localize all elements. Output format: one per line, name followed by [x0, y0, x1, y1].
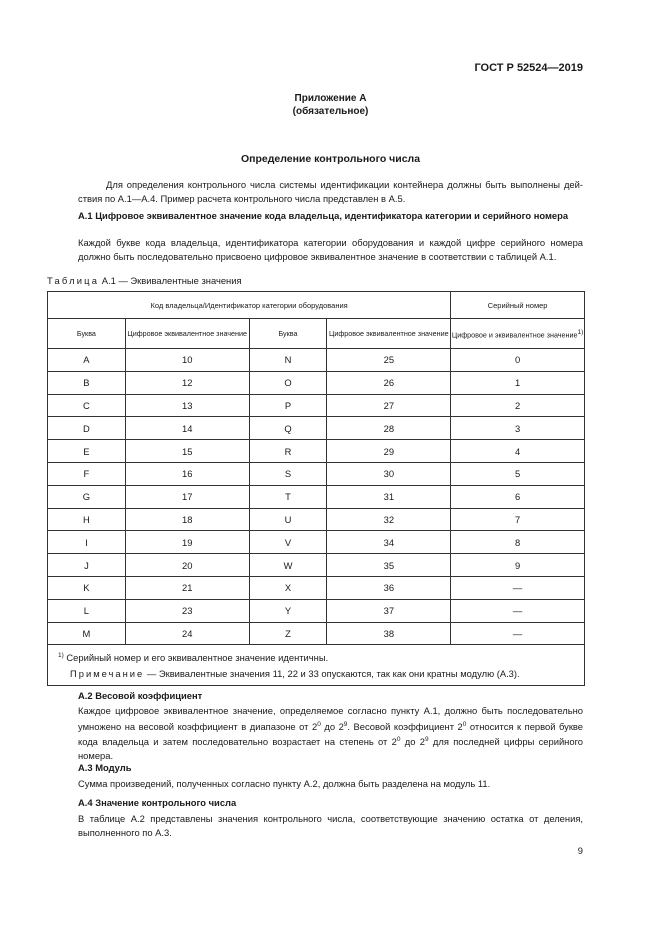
a1-heading: [78, 209, 583, 222]
table-caption-label: Таблица: [47, 275, 100, 286]
intro-paragraph: Для определения контрольного числа системы идентификации контейнера должны быть выполнены действия по А.1—А.4. Пример расчета контрольного числа представлен в А.5.: [78, 179, 583, 204]
cell-letter-1: L: [48, 599, 126, 622]
table-row: [48, 531, 585, 554]
cell-value-1: 23: [125, 599, 249, 622]
cell-value-2: 29: [327, 440, 451, 463]
note-text: — Эквивалентные значения 11, 22 и 33 опускаются, так как они кратны модулю (А.3).: [146, 668, 520, 680]
table-row: [48, 349, 585, 372]
cell-serial-value: 1: [451, 371, 585, 394]
cell-value-1: 19: [125, 531, 249, 554]
group-header-serial: Серийный номер: [451, 292, 585, 319]
cell-value-2: 25: [327, 349, 451, 372]
cell-letter-2: Y: [249, 599, 327, 622]
table-note: [58, 666, 584, 682]
a2-paragraph: [78, 704, 583, 762]
a2-text-1: Каждое цифровое эквивалентное значение, определяемое согласно пункту А.1, должно быть последовательно умножено на весовой коэффициент в диапазоне от 2: [78, 705, 583, 732]
table-row: [48, 508, 585, 531]
a4-heading-text: Значение контрольного числа: [95, 797, 237, 808]
cell-value-1: 24: [125, 622, 249, 645]
table-row: [48, 599, 585, 622]
a2-heading-num: А.2: [78, 690, 93, 701]
cell-value-2: 27: [327, 394, 451, 417]
cell-value-2: 35: [327, 554, 451, 577]
table-row: [48, 576, 585, 599]
cell-letter-1: J: [48, 554, 126, 577]
cell-serial-value: 7: [451, 508, 585, 531]
cell-letter-1: F: [48, 462, 126, 485]
cell-serial-value: 6: [451, 485, 585, 508]
annex-heading: [0, 92, 661, 118]
table-row: [48, 417, 585, 440]
cell-letter-1: G: [48, 485, 126, 508]
table-row: [48, 394, 585, 417]
a3-paragraph: Сумма произведений, полученных согласно пункту А.2, должна быть разделена на модуль 11.: [78, 778, 491, 789]
cell-serial-value: 0: [451, 349, 585, 372]
cell-letter-1: А: [48, 349, 126, 372]
cell-value-1: 16: [125, 462, 249, 485]
col-header-serial-sup: 1): [577, 328, 584, 336]
col-header-letter-1: Буква: [48, 319, 126, 349]
a2-heading-text: Весовой коэффициент: [95, 690, 203, 701]
cell-value-2: 34: [327, 531, 451, 554]
section-title: Определение контрольного числа: [240, 153, 421, 165]
cell-value-2: 30: [327, 462, 451, 485]
a2-exp-5: 9: [424, 736, 429, 744]
table-row: [48, 554, 585, 577]
table-row: [48, 485, 585, 508]
cell-letter-2: X: [249, 576, 327, 599]
a2-heading: [78, 689, 583, 702]
cell-letter-1: M: [48, 622, 126, 645]
cell-value-1: 15: [125, 440, 249, 463]
cell-letter-2: T: [249, 485, 327, 508]
col-header-value-2: Цифровое эквивалентное значение: [327, 319, 451, 349]
a2-text-6: для последней цифры серийного номера.: [78, 736, 584, 761]
table-caption-text: А.1 — Эквивалентные значения: [101, 275, 242, 286]
cell-value-1: 18: [125, 508, 249, 531]
cell-letter-1: H: [48, 508, 126, 531]
cell-letter-1: C: [48, 394, 126, 417]
cell-value-1: 21: [125, 576, 249, 599]
cell-value-2: 31: [327, 485, 451, 508]
a2-exp-1: 0: [317, 720, 321, 728]
cell-value-1: 10: [125, 349, 249, 372]
a4-paragraph: В таблице А.2 представлены значения контрольного числа, соответствующие значению остатка от деления, выполненного по А.3.: [78, 813, 583, 838]
cell-value-2: 32: [327, 508, 451, 531]
cell-letter-1: E: [48, 440, 126, 463]
footnote-text: Серийный номер и его эквивалентное значение идентичны.: [66, 652, 329, 664]
group-header-owner: Код владельца/Идентификатор категории оборудования: [48, 292, 451, 319]
a2-exp-2: 9: [343, 720, 348, 728]
note-label: Примечание: [70, 668, 145, 680]
a4-heading: [78, 796, 583, 809]
footnote-mark: 1): [58, 652, 64, 660]
cell-letter-2: W: [249, 554, 327, 577]
cell-serial-value: 4: [451, 440, 585, 463]
table-notes: [48, 645, 585, 686]
cell-value-2: 37: [327, 599, 451, 622]
cell-value-2: 38: [327, 622, 451, 645]
a2-text-3: . Весовой коэффициент 2: [347, 720, 463, 732]
cell-value-2: 36: [327, 576, 451, 599]
cell-letter-2: R: [249, 440, 327, 463]
cell-letter-2: S: [249, 462, 327, 485]
cell-serial-value: 3: [451, 417, 585, 440]
cell-letter-2: O: [249, 371, 327, 394]
cell-letter-1: K: [48, 576, 126, 599]
cell-serial-value: —: [451, 622, 585, 645]
a3-heading: [78, 761, 583, 774]
cell-letter-1: D: [48, 417, 126, 440]
table-row: [48, 462, 585, 485]
cell-value-2: 28: [327, 417, 451, 440]
a2-text-4: относится к первой букве кода владельца и затем последовательно возрастает на степень от 2: [78, 720, 584, 748]
a2-text-5: до 2: [400, 736, 425, 748]
table-row: [48, 440, 585, 463]
a4-heading-num: А.4: [78, 797, 93, 808]
cell-serial-value: 8: [451, 531, 585, 554]
table-caption: [47, 275, 242, 286]
page-number: 9: [577, 845, 583, 856]
table-body: [48, 349, 585, 645]
cell-value-2: 26: [327, 371, 451, 394]
col-header-value-1: Цифровое эквивалентное значение: [125, 319, 249, 349]
col-header-serial-text: Цифровое и эквивалентное значение: [451, 330, 578, 340]
a1-heading-text: Цифровое эквивалентное значение кода владельца, идентификатора категории и серийного номера: [95, 210, 569, 221]
cell-letter-1: I: [48, 531, 126, 554]
annex-title: Приложение А: [294, 93, 367, 104]
cell-serial-value: —: [451, 576, 585, 599]
cell-letter-2: Q: [249, 417, 327, 440]
cell-letter-2: U: [249, 508, 327, 531]
cell-value-1: 14: [125, 417, 249, 440]
cell-serial-value: —: [451, 599, 585, 622]
a3-heading-text: Модуль: [95, 762, 132, 773]
cell-letter-1: B: [48, 371, 126, 394]
col-header-serial: [451, 319, 585, 349]
cell-letter-2: P: [249, 394, 327, 417]
a1-heading-num: А.1: [78, 210, 93, 221]
cell-value-1: 20: [125, 554, 249, 577]
equivalents-table: [47, 291, 585, 686]
cell-letter-2: Z: [249, 622, 327, 645]
table-row: [48, 622, 585, 645]
a2-exp-4: 0: [396, 736, 401, 744]
cell-value-1: 13: [125, 394, 249, 417]
document-code: ГОСТ Р 52524—2019: [474, 62, 583, 74]
cell-value-1: 17: [125, 485, 249, 508]
table-footnote: [58, 648, 584, 666]
a2-text-2: до 2: [320, 720, 344, 732]
cell-serial-value: 2: [451, 394, 585, 417]
cell-serial-value: 5: [451, 462, 585, 485]
cell-letter-2: V: [249, 531, 327, 554]
col-header-letter-2: Буква: [249, 319, 327, 349]
table-row: [48, 371, 585, 394]
cell-letter-2: N: [249, 349, 327, 372]
a1-paragraph: Каждой букве кода владельца, идентификатора категории оборудования и каждой цифре серийного номера должно быть последовательно присвоено цифровое эквивалентное значение в соответствии с таблицей А.1.: [78, 237, 583, 262]
cell-value-1: 12: [125, 371, 249, 394]
a3-heading-num: А.3: [78, 762, 93, 773]
cell-serial-value: 9: [451, 554, 585, 577]
annex-subtitle: (обязательное): [292, 106, 369, 117]
a2-exp-3: 0: [462, 720, 467, 728]
